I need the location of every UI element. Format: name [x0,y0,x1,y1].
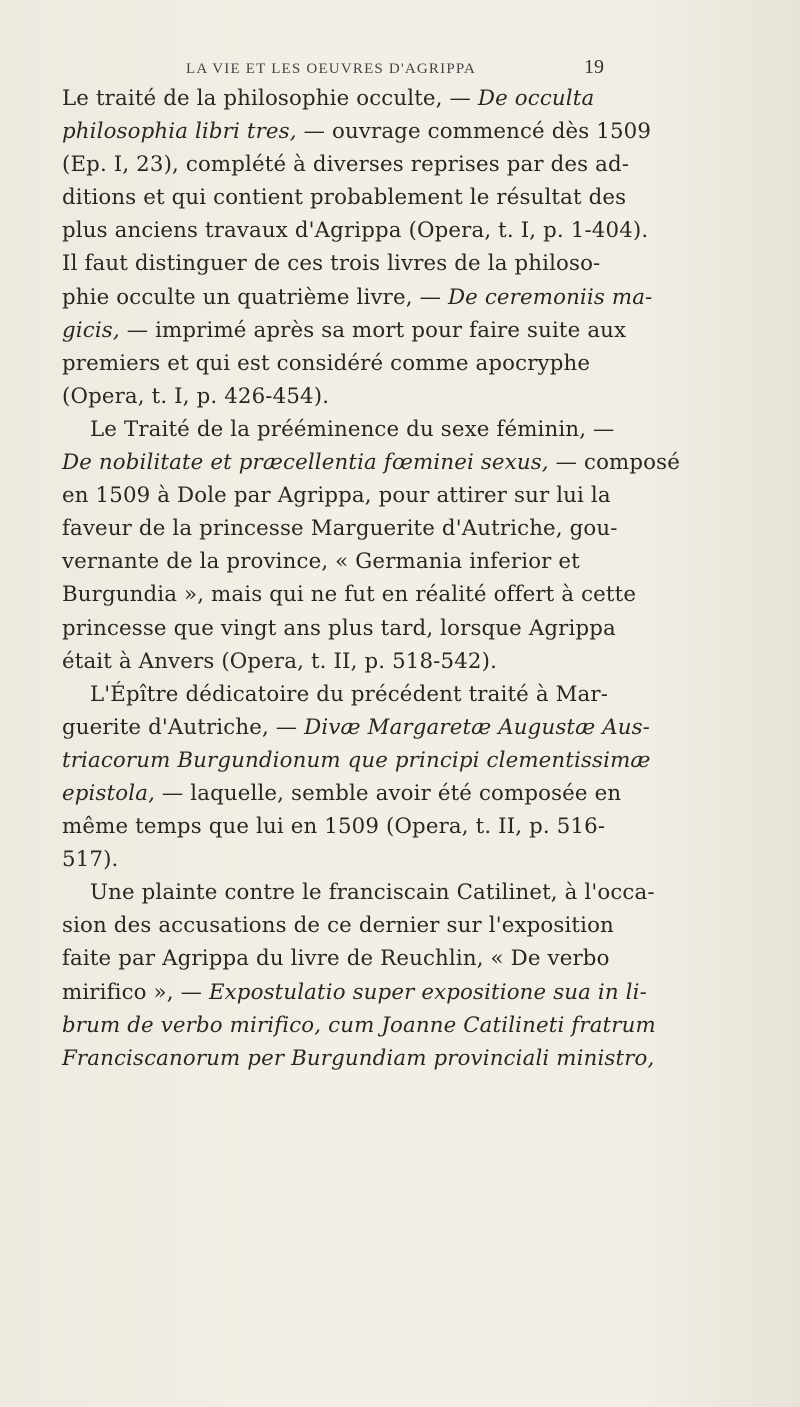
text-line [62,512,618,545]
text-line [62,612,618,645]
text-span: premiers et qui est considéré comme apocryphe [62,350,591,376]
text-span: Le Traité de la prééminence du sexe féminin, — [90,416,615,442]
text-line [62,82,618,115]
text-span: — ouvrage commencé dès 1509 [296,119,652,145]
text-line [62,1009,656,1042]
text-span: même temps que lui en 1509 (Opera, t. II, p. 516- [62,814,606,840]
text-line [62,545,618,578]
text-span: mirifico », — [62,979,209,1005]
text-span: faveur de la princesse Marguerite d'Autriche, gou- [62,516,618,542]
italic-span: De nobilitate et præcellentia fœminei sexus, [62,450,549,476]
running-head: LA VIE ET LES OEUVRES D'AGRIPPA [186,61,477,77]
italic-span: philosophia libri tres, [62,119,297,145]
text-span: Une plainte contre le franciscain Catilinet, à l'occa- [90,880,655,906]
text-line [62,711,651,744]
text-span: phie occulte un quatrième livre, — [62,284,448,310]
text-line [62,1042,655,1075]
text-line [62,214,649,247]
text-span: était à Anvers (Opera, t. II, p. 518-542). [62,648,498,674]
body-text [62,82,680,1075]
text-span: vernante de la province, « Germania inferior et [62,549,580,575]
text-line [62,876,655,909]
text-span: 517). [62,847,119,873]
text-line [62,744,651,777]
text-span: — imprimé après sa mort pour faire suite aux [119,317,627,343]
text-line [62,380,618,413]
italic-span: De occulta [477,86,595,111]
text-span: princesse que vingt ans plus tard, lorsque Agrippa [62,615,616,641]
italic-span: gicis, [62,317,120,343]
text-line [62,247,618,280]
text-line [62,909,618,942]
text-span: en 1509 à Dole par Agrippa, pour attirer sur lui la [62,483,611,509]
text-span: Le traité de la philosophie occulte, — [62,86,478,111]
text-span: ditions et qui contient probablement le résultat des [62,185,627,211]
text-span: L'Épître dédicatoire du précédent traité à Mar- [90,681,609,707]
italic-span: De ceremoniis ma- [447,284,653,310]
text-span: Il faut distinguer de ces trois livres de la philoso- [62,251,601,277]
italic-span: brum de verbo mirifico, cum Joanne Catilineti fratrum [62,1012,656,1038]
page-header [186,56,604,79]
italic-span: triacorum Burgundionum que principi clementissimæ [62,747,651,773]
text-line [62,810,618,843]
text-line [62,347,618,380]
text-line [62,578,637,611]
text-span: faite par Agrippa du livre de Reuchlin, « De verbo [62,946,610,972]
italic-span: Divæ Margaretæ Augustæ Aus- [304,714,651,740]
page-number: 19 [584,56,604,78]
text-span: — laquelle, semble avoir été composée en [155,780,622,806]
italic-span: Expostulatio super expositione sua in li- [208,979,647,1005]
text-line [62,181,627,214]
text-span: Burgundia », mais qui ne fut en réalité offert à cette [62,582,637,608]
text-line [62,777,622,810]
text-span: (Opera, t. I, p. 426-454). [62,383,330,409]
text-span: sion des accusations de ce dernier sur l'exposition [62,913,614,939]
text-span: guerite d'Autriche, — [62,714,305,740]
italic-span: Franciscanorum per Burgundiam provinciali ministro, [62,1045,655,1071]
text-line [62,148,630,181]
text-span: (Ep. I, 23), complété à diverses reprises par des ad- [62,152,630,178]
text-line [62,645,618,678]
text-line [62,446,680,479]
text-line [62,479,618,512]
text-line [62,976,647,1009]
text-line [62,413,618,446]
text-line [62,115,652,148]
text-line [62,281,653,314]
text-line [62,843,618,876]
text-span: plus anciens travaux d'Agrippa (Opera, t. I, p. 1-404). [62,218,649,244]
text-line [62,678,618,711]
text-line [62,942,618,975]
text-line [62,314,627,347]
text-span: — composé [548,450,680,476]
italic-span: epistola, [62,780,155,806]
